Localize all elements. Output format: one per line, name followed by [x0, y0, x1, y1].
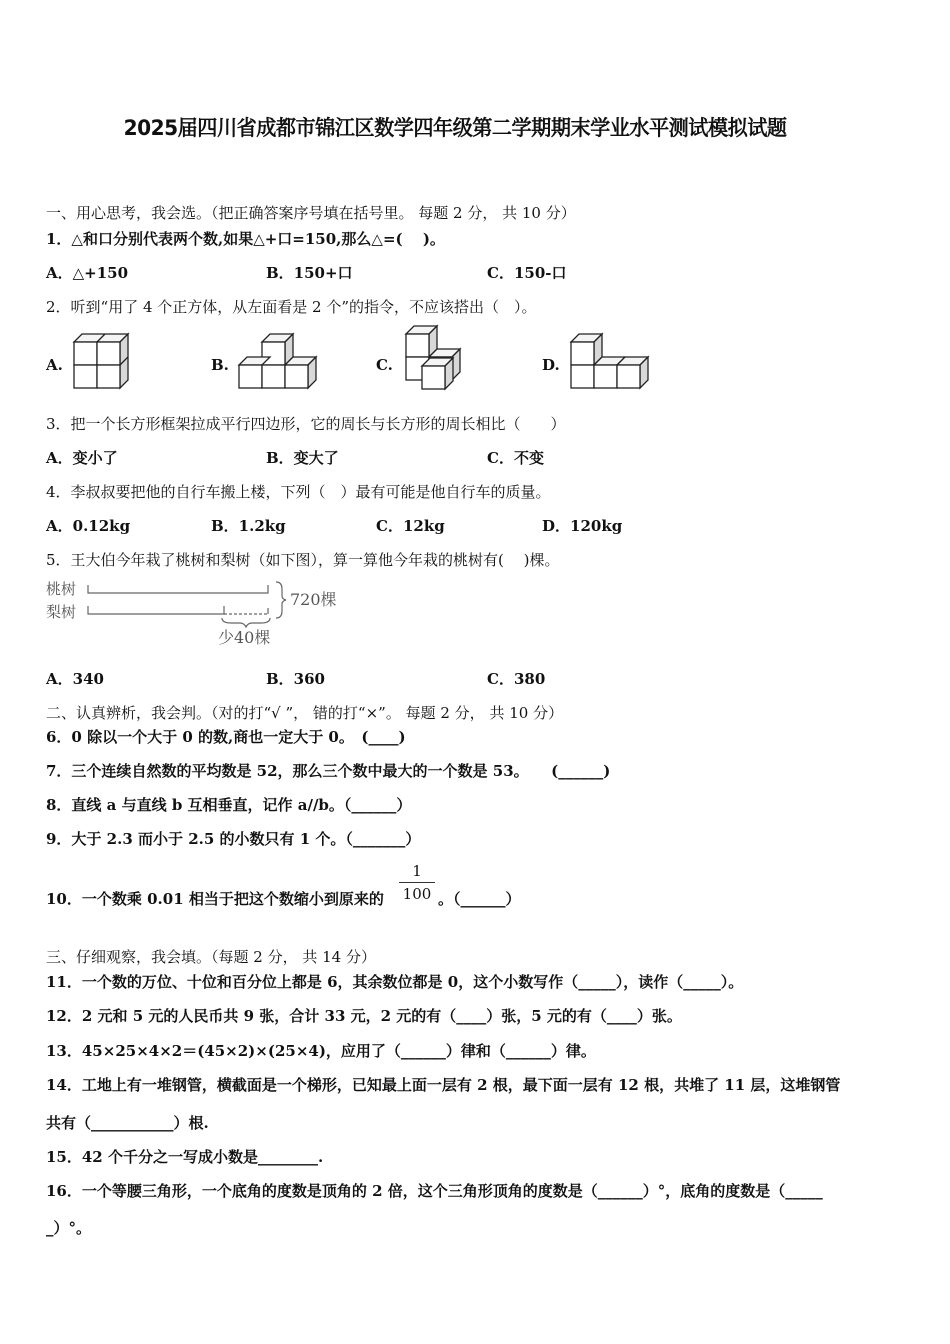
- diagram-label-pear: 梨树: [46, 603, 77, 621]
- q8-text: 8．直线 a 与直线 b 互相垂直，记作 a//b。（______）: [46, 796, 412, 814]
- q2-figure-a: [70, 332, 134, 392]
- q2-figure-b: [234, 332, 320, 392]
- q12-text: 12．2 元和 5 元的人民币共 9 张，合计 33 元，2 元的有（____）张，5 元的有（____）张。: [46, 1007, 682, 1025]
- q2-figure-c: [400, 324, 466, 392]
- q10-fraction-numerator: 1: [399, 862, 435, 883]
- q2-text: 2．听到“用了 4 个正方体，从左面看是 2 个”的指令，不应该搭出（ ）。: [46, 298, 537, 316]
- q1-option-a[interactable]: A．△+150: [46, 264, 129, 282]
- q3-option-a[interactable]: A．变小了: [46, 449, 118, 467]
- q3-text: 3．把一个长方形框架拉成平行四边形，它的周长与长方形的周长相比（ ）: [46, 415, 566, 433]
- q4-option-b[interactable]: B．1.2kg: [211, 517, 286, 535]
- q14-text-line2: 共有（___________）根.: [46, 1114, 209, 1132]
- q11-text: 11．一个数的万位、十位和百分位上都是 6，其余数位都是 0，这个小数写作（_____），读作（_____）。: [46, 973, 744, 991]
- q10-text-before: 10．一个数乘 0.01 相当于把这个数缩小到原来的: [46, 890, 384, 908]
- q6-text: 6．0 除以一个大于 0 的数,商也一定大于 0。 (____): [46, 728, 406, 746]
- q4-option-a[interactable]: A．0.12kg: [46, 517, 131, 535]
- diagram-total: 720棵: [290, 590, 337, 609]
- q1-text: 1．△和口分别代表两个数,如果△+口=150,那么△=( )。: [46, 230, 445, 248]
- q10-fraction: [399, 862, 435, 903]
- section3-heading: 三、仔细观察，我会填。（每题 2 分， 共 14 分）: [46, 948, 376, 966]
- q2-option-a-label[interactable]: A.: [46, 356, 63, 374]
- q15-text: 15．42 个千分之一写成小数是________.: [46, 1148, 324, 1166]
- section2-heading: 二、认真辨析，我会判。（对的打“√ ”， 错的打“×”。 每题 2 分， 共 10 分）: [46, 704, 564, 722]
- q2-option-c-label[interactable]: C.: [376, 356, 393, 374]
- q3-option-c[interactable]: C．不变: [487, 449, 544, 467]
- q5-segment-diagram: [46, 576, 356, 646]
- q1-option-b[interactable]: B．150+口: [266, 264, 353, 282]
- q5-text: 5．王大伯今年栽了桃树和梨树（如下图），算一算他今年栽的桃树有( )棵。: [46, 551, 560, 569]
- q16-text-line1: 16．一个等腰三角形，一个底角的度数是顶角的 2 倍，这个三角形顶角的度数是（______）°，底角的度数是（_____: [46, 1182, 823, 1200]
- q7-text: 7．三个连续自然数的平均数是 52，那么三个数中最大的一个数是 53。 (______): [46, 762, 611, 780]
- q3-option-b[interactable]: B．变大了: [266, 449, 339, 467]
- q13-text: 13．45×25×4×2＝(45×2)×(25×4)，应用了（______）律和（______）律。: [46, 1042, 596, 1060]
- q2-option-b-label[interactable]: B.: [211, 356, 229, 374]
- q4-option-c[interactable]: C．12kg: [376, 517, 445, 535]
- section1-heading: 一、用心思考，我会选。（把正确答案序号填在括号里。 每题 2 分， 共 10 分）: [46, 204, 576, 222]
- q10-fraction-denominator: 100: [402, 885, 432, 903]
- q5-option-a[interactable]: A．340: [46, 670, 104, 688]
- q9-text: 9．大于 2.3 而小于 2.5 的小数只有 1 个。（_______）: [46, 830, 421, 848]
- q4-option-d[interactable]: D．120kg: [542, 517, 623, 535]
- diagram-label-peach: 桃树: [46, 580, 77, 598]
- q2-option-d-label[interactable]: D.: [542, 356, 560, 374]
- diagram-diff: 少40棵: [218, 628, 271, 647]
- q16-text-line2: _）°。: [46, 1219, 92, 1237]
- q2-figure-d: [566, 332, 654, 392]
- q1-option-c[interactable]: C．150-口: [487, 264, 567, 282]
- q4-text: 4．李叔叔要把他的自行车搬上楼，下列（ ）最有可能是他自行车的质量。: [46, 483, 551, 501]
- q5-option-b[interactable]: B．360: [266, 670, 325, 688]
- q14-text-line1: 14．工地上有一堆钢管，横截面是一个梯形，已知最上面一层有 2 根，最下面一层有 12 根，共堆了 11 层，这堆钢管: [46, 1076, 841, 1094]
- q10-text-after: 。（______）: [438, 890, 521, 908]
- q5-option-c[interactable]: C．380: [487, 670, 546, 688]
- page-title: 2025届四川省成都市锦江区数学四年级第二学期期末学业水平测试模拟试题: [123, 116, 787, 140]
